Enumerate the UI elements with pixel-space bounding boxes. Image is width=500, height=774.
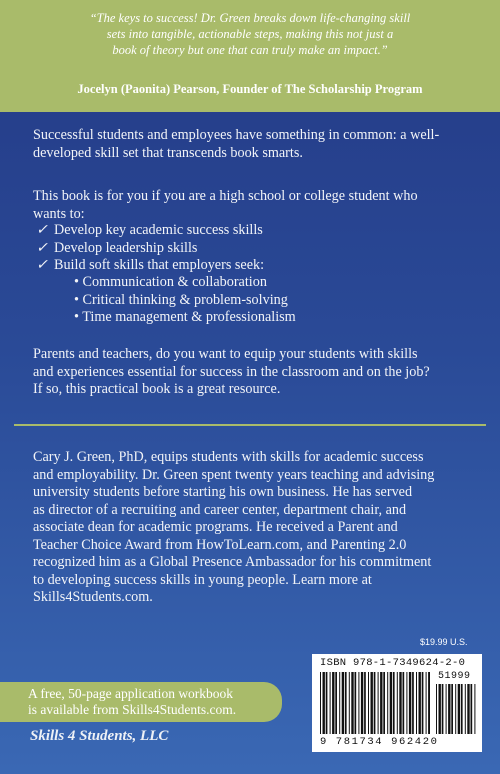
text-line: Cary J. Green, PhD, equips students with skills for academic success <box>33 449 424 465</box>
barcode-bar <box>474 684 475 734</box>
text-line: This book is for you if you are a high school or college student who <box>33 188 418 204</box>
soft-skills-list <box>74 274 296 327</box>
text-line: as director of a recruiting and career center, department chair, and <box>33 501 407 518</box>
section-divider <box>14 424 486 426</box>
quote-line: book of theory but one that can truly make an impact.” <box>112 43 388 57</box>
text-line: to developing success skills in young people. Learn more at <box>33 571 372 588</box>
text-line: associate dean for academic programs. He received a Parent and <box>33 519 398 535</box>
barcode-bar <box>465 684 466 734</box>
barcode-bar <box>442 684 444 734</box>
text-line: is available from Skills4Students.com. <box>28 701 237 717</box>
barcode-bar <box>335 672 337 734</box>
barcode-bar <box>471 684 473 734</box>
testimonial-band <box>0 0 500 112</box>
barcode-bar <box>393 672 395 734</box>
barcode-bar <box>342 672 344 734</box>
text-line: wants to: <box>33 205 85 222</box>
barcode-bar <box>451 684 453 734</box>
text-line: and employability. Dr. Green spent twenty years teaching and advising <box>33 466 435 483</box>
barcode-bar <box>436 684 437 734</box>
barcode-bar <box>383 672 385 734</box>
barcode-bar <box>355 672 357 734</box>
barcode-bar <box>455 684 456 734</box>
barcode-bar <box>323 672 325 734</box>
checklist-item-label: Develop leadership skills <box>54 239 198 256</box>
author-bio <box>33 449 474 607</box>
barcode-bar <box>428 672 430 734</box>
text-line: developed skill set that transcends book smarts. <box>33 144 303 161</box>
barcode-bar <box>439 684 441 734</box>
barcode-bar <box>361 672 363 734</box>
barcode-bar <box>403 672 405 734</box>
addon-barcode-bars <box>436 684 476 734</box>
barcode-bar <box>399 672 401 734</box>
check-icon: ✓ <box>36 222 48 238</box>
testimonial-attribution: Jocelyn (Paonita) Pearson, Founder of The Scholarship Program <box>77 82 423 96</box>
barcode-bar <box>426 672 427 734</box>
barcode-bar <box>467 684 469 734</box>
price-label: $19.99 U.S. <box>420 637 468 647</box>
barcode-bar <box>419 672 421 734</box>
text-line: Successful students and employees have something in common: a well- <box>33 127 440 143</box>
text-line: A free, 50-page application workbook <box>28 686 234 701</box>
workbook-callout <box>0 682 282 722</box>
intro-paragraph <box>33 127 474 162</box>
barcode-bar <box>330 672 331 734</box>
price-addon-code: 51999 <box>438 671 471 682</box>
ean-barcode-bars <box>320 672 430 734</box>
text-line: recognized him as a Global Presence Ambassador for his commitment <box>33 554 432 570</box>
ean-number: 9 781734 962420 <box>320 736 439 748</box>
checklist-item <box>36 257 264 275</box>
barcode-bar <box>339 672 340 734</box>
publisher-name: Skills 4 Students, LLC <box>30 728 169 744</box>
workbook-text <box>28 686 236 717</box>
barcode-bar <box>461 684 463 734</box>
soft-skill-item: • Communication & collaboration <box>74 274 267 290</box>
barcode-bar <box>374 672 376 734</box>
barcode-bar <box>412 672 414 734</box>
checklist-item-label: Build soft skills that employers seek: <box>54 257 265 273</box>
barcode-bar <box>448 684 450 734</box>
soft-skill-item: • Time management & professionalism <box>74 309 296 325</box>
barcode-bar <box>422 672 424 734</box>
barcode-bar <box>416 672 417 734</box>
closing-paragraph <box>33 346 474 399</box>
benefits-checklist <box>36 222 264 275</box>
barcode-bar <box>378 672 379 734</box>
barcode-bar <box>345 672 347 734</box>
barcode-bar <box>380 672 382 734</box>
barcode-bar <box>368 672 369 734</box>
barcode-bar <box>390 672 392 734</box>
check-icon: ✓ <box>36 257 48 273</box>
testimonial-quote <box>30 10 470 58</box>
barcode-bar <box>358 672 359 734</box>
barcode-bar <box>397 672 398 734</box>
barcode-bar <box>371 672 373 734</box>
text-line: university students before starting his own business. He has served <box>33 484 413 500</box>
barcode-bar <box>409 672 411 734</box>
text-line: If so, this practical book is a great resource. <box>33 381 281 397</box>
checklist-item <box>36 240 264 258</box>
text-line: Skills4Students.com. <box>33 589 153 605</box>
barcode-bar <box>320 672 321 734</box>
barcode-bar <box>364 672 366 734</box>
checklist-item <box>36 222 264 240</box>
barcode-bar <box>406 672 407 734</box>
barcode-bar <box>332 672 334 734</box>
audience-paragraph <box>33 188 474 223</box>
isbn-number: ISBN 978-1-7349624-2-0 <box>320 657 466 669</box>
quote-line: sets into tangible, actionable steps, making this not just a <box>106 27 394 41</box>
barcode-bar <box>349 672 350 734</box>
barcode-bar <box>351 672 353 734</box>
barcode-bar <box>387 672 388 734</box>
barcode-bar <box>326 672 328 734</box>
quote-line: “The keys to success! Dr. Green breaks down life-changing skill <box>89 11 411 25</box>
barcode-bar <box>446 684 447 734</box>
soft-skill-item: • Critical thinking & problem-solving <box>74 291 288 308</box>
barcode-bar <box>458 684 460 734</box>
text-line: and experiences essential for success in the classroom and on the job? <box>33 363 430 380</box>
check-icon: ✓ <box>36 239 48 256</box>
checklist-item-label: Develop key academic success skills <box>54 222 263 238</box>
isbn-barcode <box>312 654 482 752</box>
text-line: Parents and teachers, do you want to equip your students with skills <box>33 346 418 362</box>
text-line: Teacher Choice Award from HowToLearn.com, and Parenting 2.0 <box>33 536 407 553</box>
